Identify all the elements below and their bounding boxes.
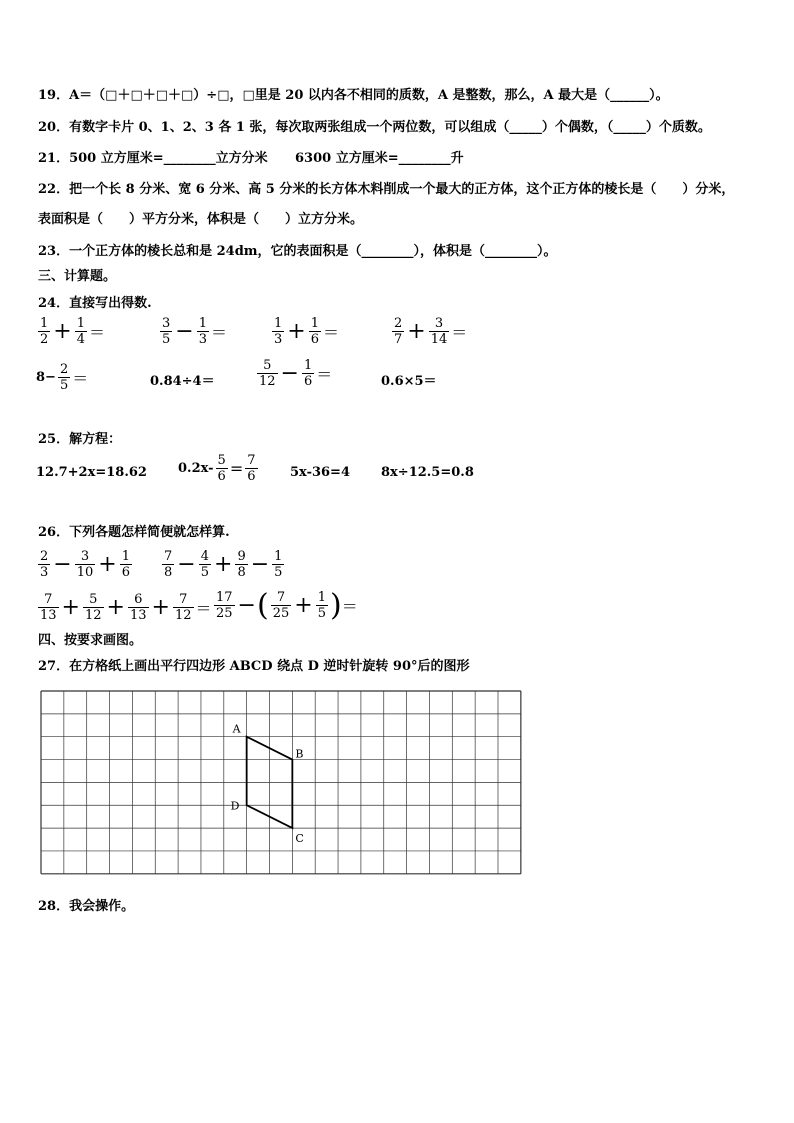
fraction: $\frac{3}{14}$: [430, 316, 448, 347]
question-21-part-b: 6300 立方厘米=________升: [295, 151, 464, 166]
q25-eq-3: 5x-36=4: [290, 465, 350, 480]
section-3-heading: 三、计算题。: [38, 269, 117, 284]
fraction: $\frac{5}{6}$: [217, 453, 226, 484]
fraction: $\frac{5}{12}$: [84, 592, 102, 623]
fraction: $\frac{1}{6}$: [303, 358, 313, 389]
q24-expr-5-lead: 8−: [36, 370, 56, 385]
equals-sign: ＝: [195, 599, 212, 618]
fraction: $\frac{2}{7}$: [394, 316, 403, 347]
fraction: $\frac{7}{6}$: [247, 453, 256, 484]
fraction: $\frac{2}{5}$: [59, 362, 69, 393]
fraction: $\frac{6}{13}$: [129, 592, 147, 623]
fraction: $\frac{9}{8}$: [237, 549, 246, 580]
section-4-heading: 四、按要求画图。: [38, 633, 143, 648]
equals-sign: ＝: [341, 597, 358, 616]
q24-expr-4: $\frac{2}{7}$ + $\frac{3}{14}$ ＝: [394, 316, 468, 347]
question-22-line-1: 22．把一个长 8 分米、宽 6 分米、高 5 分米的长方体木料削成一个最大的正方体，这个正方体的棱长是（ ）分米，: [38, 182, 735, 197]
fraction: $\frac{3}{5}$: [162, 316, 171, 347]
point-label-d: D: [230, 799, 240, 813]
question-24: 24．直接写出得数.: [38, 296, 152, 311]
q26-expr-2: $\frac{7}{8}$ − $\frac{4}{5}$ + $\frac{9}{8}$ − $\frac{1}{5}$: [164, 549, 283, 580]
fraction: $\frac{7}{8}$: [164, 549, 173, 580]
fraction: $\frac{1}{4}$: [76, 316, 85, 347]
fraction: $\frac{3}{10}$: [76, 549, 94, 580]
question-21-part-a: 21．500 立方厘米=________立方分米: [38, 151, 268, 166]
fraction: $\frac{7}{13}$: [40, 592, 57, 623]
q26-expr-3: $\frac{7}{13}$ + $\frac{5}{12}$ + $\frac{6}{13}$ + $\frac{7}{12}$ ＝: [40, 592, 212, 623]
point-label-c: C: [295, 832, 304, 846]
equals-sign: ＝: [89, 323, 106, 342]
fraction: $\frac{1}{5}$: [317, 590, 326, 621]
q24-expr-2: $\frac{3}{5}$ − $\frac{1}{3}$ ＝: [162, 316, 228, 347]
fraction: $\frac{17}{25}$: [216, 590, 233, 621]
fraction: $\frac{1}{6}$: [310, 316, 319, 347]
q26-expr-4: $\frac{17}{25}$ −( $\frac{7}{25}$ + $\frac{1}{5}$ )＝: [216, 588, 358, 623]
question-28: 28．我会操作。: [38, 899, 135, 914]
fraction: $\frac{4}{5}$: [200, 549, 209, 580]
fraction: $\frac{1}{2}$: [40, 316, 49, 347]
grid-paper: [40, 690, 522, 878]
q24-expr-1: $\frac{1}{2}$ + $\frac{1}{4}$ ＝: [40, 316, 106, 347]
point-label-b: B: [295, 747, 304, 761]
equals-sign: ＝: [451, 323, 468, 342]
q26-expr-1: $\frac{2}{3}$ − $\frac{3}{10}$ + $\frac{1}{6}$: [40, 549, 130, 580]
question-19: 19．A＝（□＋□＋□＋□）÷□，□里是 20 以内各不相同的质数，A 是整数，那么，A 最大是（______）。: [38, 88, 669, 103]
q25-eq-1: 12.7+2x=18.62: [36, 465, 147, 480]
fraction: $\frac{7}{25}$: [272, 590, 290, 621]
equals-sign: ＝: [211, 323, 228, 342]
fraction: $\frac{1}{6}$: [121, 549, 130, 580]
q25-eq-2: 0.2x- $\frac{5}{6}$ = $\frac{7}{6}$: [178, 453, 256, 484]
equals-sign: ＝: [72, 369, 89, 388]
question-23: 23．一个正方体的棱长总和是 24dm，它的表面积是（________），体积是（________）。: [38, 244, 557, 259]
q24-expr-5: [36, 362, 88, 393]
q24-expr-8: 0.6×5＝: [381, 374, 437, 389]
fraction: $\frac{2}{3}$: [40, 549, 49, 580]
q24-expr-7: $\frac{5}{12}$ − $\frac{1}{6}$ ＝: [259, 358, 333, 389]
question-20: 20．有数字卡片 0、1、2、3 各 1 张，每次取两张组成一个两位数，可以组成（_____）个偶数，（_____）个质数。: [38, 120, 711, 135]
q24-expr-6: 0.84÷4＝: [150, 374, 215, 389]
q24-expr-3: $\frac{1}{3}$ + $\frac{1}{6}$ ＝: [274, 316, 340, 347]
question-27: 27．在方格纸上画出平行四边形 ABCD 绕点 D 逆时针旋转 90°后的图形: [38, 659, 470, 674]
equals-sign: ＝: [323, 323, 340, 342]
fraction: $\frac{1}{3}$: [274, 316, 283, 347]
fraction: $\frac{1}{3}$: [198, 316, 207, 347]
point-label-a: A: [232, 722, 241, 736]
fraction: $\frac{5}{12}$: [259, 358, 276, 389]
fraction: $\frac{1}{5}$: [274, 549, 283, 580]
question-25: 25．解方程：: [38, 432, 122, 447]
q25-eq-4: 8x÷12.5=0.8: [381, 465, 474, 480]
fraction: $\frac{7}{12}$: [174, 592, 192, 623]
equals-sign: ＝: [316, 365, 333, 384]
question-26: 26．下列各题怎样简便就怎样算.: [38, 525, 230, 540]
question-22-line-2: 表面积是（ ）平方分米，体积是（ ）立方分米。: [38, 212, 364, 227]
